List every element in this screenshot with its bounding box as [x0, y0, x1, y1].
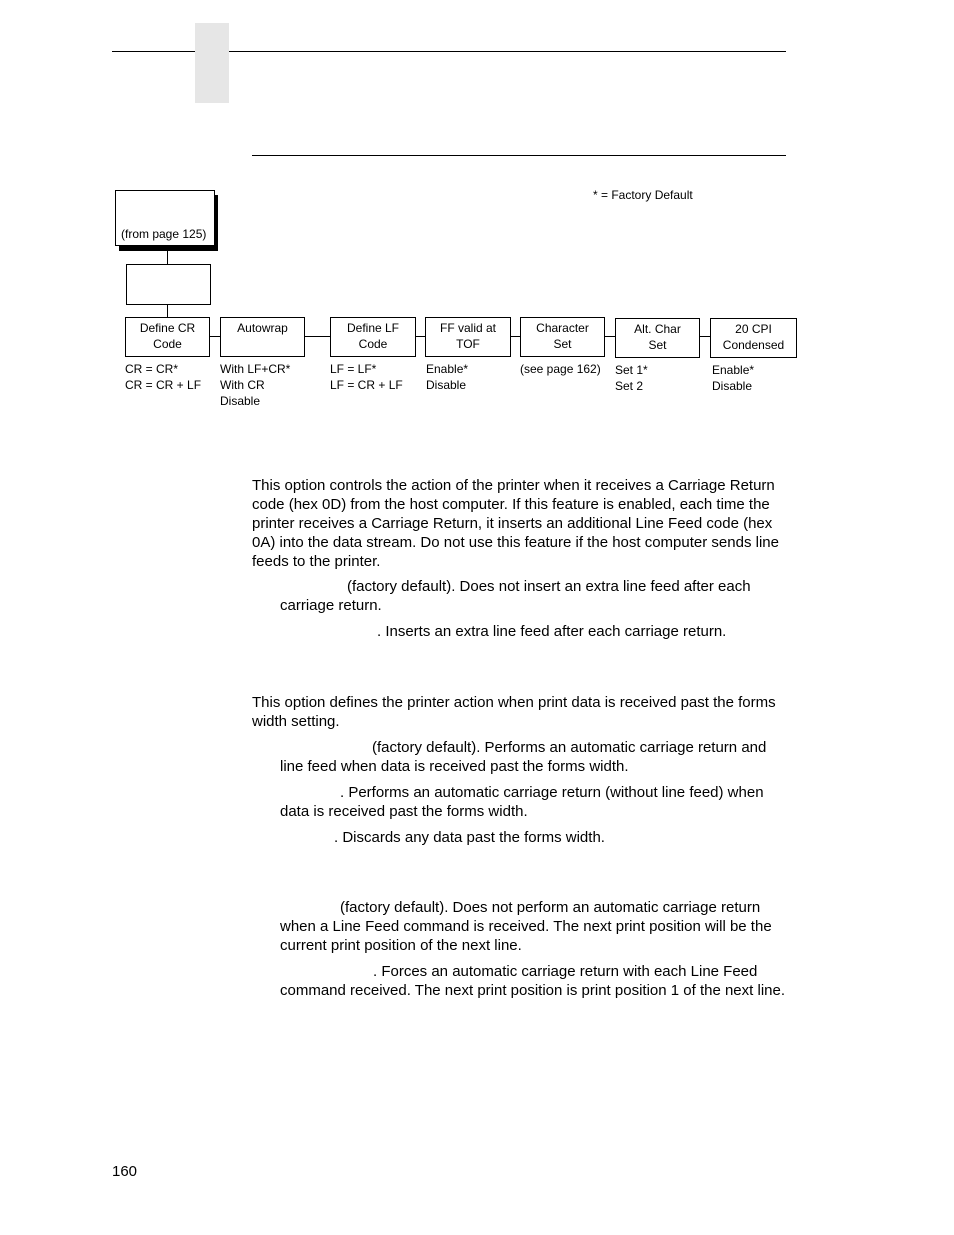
define-cr-description: This option controls the action of the printer when it receives a Carriage Return code (hex 0D) from the host computer. If this feature is enabled, each time the printer receives a Carriage Return, it inserts an additional Line Feed code (hex 0A) into the data stream. Do not use this feature if the host computer sends line feeds to the printer.	[252, 477, 779, 570]
options-ff-valid-at-tof: Enable* Disable	[426, 362, 469, 392]
row-connector-2	[304, 336, 330, 337]
options-define-lf-code: LF = LF* LF = CR + LF	[330, 362, 403, 392]
row-connector-5	[604, 336, 615, 337]
menu-box-define-cr-code: Define CR Code	[125, 317, 210, 357]
row-connector-4	[510, 336, 520, 337]
define-cr-option-default: (factory default). Does not insert an extra line feed after each carriage return.	[280, 578, 751, 614]
factory-default-legend: * = Factory Default	[593, 188, 693, 202]
define-lf-option-cr-lf: . Forces an automatic carriage return with each Line Feed command received. The next print position is print position 1 of the next line.	[280, 963, 785, 999]
row-connector-1	[209, 336, 220, 337]
autowrap-option-disable: . Discards any data past the forms width.	[334, 829, 605, 846]
header-rule-section	[252, 155, 786, 156]
define-cr-option-cr-lf: . Inserts an extra line feed after each carriage return.	[377, 623, 727, 640]
autowrap-description: This option defines the printer action when print data is received past the forms width setting.	[252, 694, 776, 730]
menu-box-autowrap: Autowrap	[220, 317, 305, 357]
connector-from-to-menu	[167, 246, 168, 264]
menu-box-20-cpi-condensed: 20 CPI Condensed	[710, 318, 797, 358]
options-character-set: (see page 162)	[520, 362, 601, 376]
options-20-cpi-condensed: Enable* Disable	[712, 363, 755, 393]
chapter-tab	[195, 23, 229, 103]
options-alt-char-set: Set 1* Set 2	[615, 363, 648, 393]
autowrap-option-cr: . Performs an automatic carriage return (without line feed) when data is received past the forms width.	[280, 784, 764, 820]
from-page-box	[115, 190, 215, 246]
row-connector-6	[699, 336, 710, 337]
page-number: 160	[112, 1163, 138, 1180]
menu-box-ff-valid-at-tof: FF valid at TOF	[425, 317, 511, 357]
menu-box-alt-char-set: Alt. Char Set	[615, 318, 700, 358]
menu-box-character-set: Character Set	[520, 317, 605, 357]
options-autowrap: With LF+CR* With CR Disable	[220, 362, 291, 408]
from-page-label: (from page 125)	[121, 227, 207, 241]
menu-header-box	[126, 264, 211, 305]
menu-box-define-lf-code: Define LF Code	[330, 317, 416, 357]
define-lf-option-default: (factory default). Does not perform an automatic carriage return when a Line Feed command is received. The next print position will be the current print position of the next line.	[280, 899, 772, 954]
autowrap-option-lf-cr: (factory default). Performs an automatic carriage return and line feed when data is received past the forms width.	[280, 739, 767, 775]
options-define-cr-code: CR = CR* CR = CR + LF	[125, 362, 202, 392]
